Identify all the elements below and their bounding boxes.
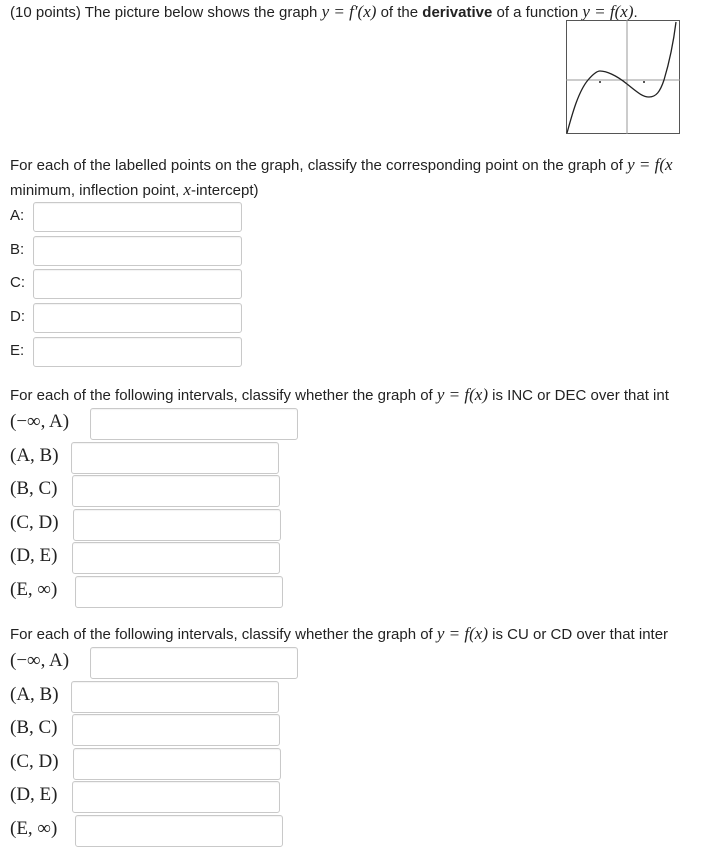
- header-text-post: of a function: [492, 4, 583, 21]
- graph-point-marker: [599, 81, 601, 83]
- inc-interval-label: (E, ∞): [10, 579, 58, 600]
- cu-interval-input[interactable]: [71, 681, 279, 713]
- header-text-mid: of the: [376, 4, 423, 21]
- section1-instruction-line2: [10, 180, 258, 200]
- section2-text2: is INC or DEC over that int: [488, 387, 669, 404]
- section3-instruction: [10, 624, 668, 644]
- header-bold-derivative: derivative: [422, 4, 493, 21]
- inc-interval-input[interactable]: [75, 576, 283, 608]
- section1-text2: minimum, inflection point,: [10, 182, 184, 199]
- cu-interval-label: (B, C): [10, 717, 58, 738]
- point-label-d: D:: [10, 308, 25, 325]
- inc-interval-input[interactable]: [90, 408, 298, 440]
- section1-text3: -intercept): [190, 182, 259, 199]
- point-c-input[interactable]: [33, 269, 242, 299]
- section3-text2: is CU or CD over that inter: [488, 626, 669, 643]
- cu-interval-label: (−∞, A): [10, 650, 70, 671]
- question-header: [10, 2, 638, 22]
- cu-interval-input[interactable]: [75, 815, 283, 847]
- cu-interval-label: (C, D): [10, 751, 59, 772]
- header-math-function: y = f(x): [582, 2, 634, 21]
- section1-math2: x: [183, 180, 191, 199]
- inc-interval-input[interactable]: [72, 475, 280, 507]
- cu-interval-input[interactable]: [90, 647, 298, 679]
- graph-point-marker: [643, 81, 645, 83]
- inc-interval-input[interactable]: [72, 542, 280, 574]
- header-text-end: .: [633, 4, 638, 21]
- inc-interval-label: (B, C): [10, 478, 58, 499]
- point-label-e: E:: [10, 342, 25, 359]
- cu-interval-label: (A, B): [10, 684, 59, 705]
- inc-interval-label: (D, E): [10, 545, 58, 566]
- section2-instruction: [10, 385, 669, 405]
- section2-text: For each of the following intervals, classify whether the graph of: [10, 387, 437, 404]
- section1-math: y = f(x: [627, 155, 673, 174]
- point-label-c: C:: [10, 274, 25, 291]
- point-e-input[interactable]: [33, 337, 242, 367]
- section3-math: y = f(x): [436, 624, 488, 643]
- inc-interval-input[interactable]: [73, 509, 281, 541]
- point-b-input[interactable]: [33, 236, 242, 266]
- cu-interval-label: (D, E): [10, 784, 58, 805]
- point-label-b: B:: [10, 241, 25, 258]
- inc-interval-label: (A, B): [10, 445, 59, 466]
- section1-text: For each of the labelled points on the graph, classify the corresponding point on the graph of: [10, 157, 628, 174]
- inc-interval-label: (−∞, A): [10, 411, 70, 432]
- point-a-input[interactable]: [33, 202, 242, 232]
- section3-text: For each of the following intervals, classify whether the graph of: [10, 626, 437, 643]
- inc-interval-label: (C, D): [10, 512, 59, 533]
- cu-interval-input[interactable]: [72, 781, 280, 813]
- cu-interval-input[interactable]: [73, 748, 281, 780]
- header-text-pre: (10 points) The picture below shows the graph: [10, 4, 322, 21]
- section1-instruction-line1: [10, 155, 673, 175]
- cu-interval-input[interactable]: [72, 714, 280, 746]
- inc-interval-input[interactable]: [71, 442, 279, 474]
- derivative-graph: [566, 20, 680, 134]
- point-d-input[interactable]: [33, 303, 242, 333]
- graph-frame: [567, 21, 680, 134]
- cu-interval-label: (E, ∞): [10, 818, 58, 839]
- point-label-a: A:: [10, 207, 25, 224]
- section2-math: y = f(x): [436, 385, 488, 404]
- header-math-derivative: y = f′(x): [321, 2, 377, 21]
